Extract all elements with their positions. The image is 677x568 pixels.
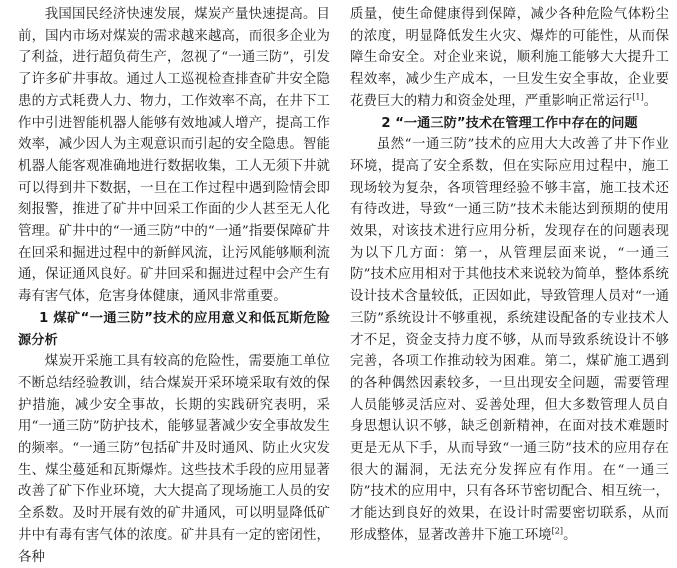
continued-paragraph-text: 质量，使生命健康得到保障，减少各种危险气体粉尘的浓度，明显降低发生火灾、爆炸的可能性，从而保障生命安全。对企业来说，顺利施工能够大大提升工程效率，减少生产成本，一旦发生安全事故，企业要花费巨大的精力和资金处理，严重影响正常运行 [350, 7, 669, 109]
citation-1: [1] [632, 92, 644, 102]
section-1-paragraph: 煤炭开采施工具有较高的危险性，需要施工单位不断总结经验教训，结合煤炭开采环境采取有效的保护措施，减少安全事故，长期的实践研究表明，采用“一通三防”防护技术，能够显著减少安全事故发生的频率。“一通三防”包括矿井及时通风、防止火灾发生、煤尘蔓延和瓦斯爆炸。这些技术手段的应用显著改善了矿下作业环境，大大提高了现场施工人员的安全系数。及时开展有效的矿井通风，可以明显降低矿井中有毒有害气体的浓度。矿井具有一定的密闭性，各种 [18, 354, 330, 565]
section-1-heading: 1 煤矿“一通三防”技术的应用意义和低瓦斯危险源分析 [18, 310, 330, 348]
section-2-heading: 2 “一通三防”技术在管理工作中存在的问题 [381, 115, 638, 131]
continued-paragraph [350, 4, 669, 113]
section-2-paragraph [350, 134, 669, 546]
section-2-paragraph-text: 虽然“一通三防”技术的应用大大改善了井下作业环境，提高了安全系数，但在实际应用过程中，施工现场较为复杂，各项管理经验不够丰富，施工技术还有待改进，导致“一通三防”技术未能达到预期的使用效果，对该技术进行应用分析，发现存在的问题表现为以下几方面：第一，从管理层面来说，“一通三防”技术应用相对于其他技术来说较为简单，整体系统设计技术含量较低，正因如此，导致管理人员对“一通三防”系统设计不够重视，系统建设配备的专业技术人才不足，资金支持力度不够，从而导致系统设计不够完善，各项工作推动较为困难。第二，煤矿施工遇到的各种偶然因素较多，一旦出现安全问题，需要管理人员能够灵活应对、妥善处理，但大多数管理人员自身思想认识不够，缺乏创新精神，在面对技术难题时更是无从下手，从而导致“一通三防”技术的应用存在很大的漏洞，无法充分发挥应有作用。在“一通三防”技术的应用中，只有各环节密切配合、相互统一，才能达到良好的效果，在设计时需要密切联系，从而形成整体，显著改善井下施工环境 [350, 137, 669, 543]
continued-paragraph-end: 。 [643, 93, 658, 109]
left-column [0, 4, 338, 565]
section-2-paragraph-end: 。 [563, 527, 577, 543]
intro-paragraph: 我国国民经济快速发展，煤炭产量快速提高。目前，国内市场对煤炭的需求越来越高，而很多企业为了利益，进行超负荷生产，忽视了“一通三防”，引发了许多矿井事故。通过人工巡视检查排查矿井安全隐患的方式耗费人力、物力，工作效率不高，在井下工作中引进智能机器人能够有效地减人增产，提高工作效率，减少因人为主观意识而引起的安全隐患。智能机器人能客观准确地进行数据收集，工人无须下井就可以得到井下数据，一旦在工作过程中遇到险情会即刻报警，推进了矿井中回采工作面的少人甚至无人化管理。矿井中的“一通三防”中的“一通”指要保障矿井在回采和掘进过程中的新鲜风流，让污风能够顺利流通，保证通风良好。矿井回采和掘进过程中会产生有毒有害气体，危害身体健康，通风非常重要。 [18, 7, 330, 305]
citation-2: [2] [551, 526, 564, 536]
right-column [338, 4, 677, 543]
